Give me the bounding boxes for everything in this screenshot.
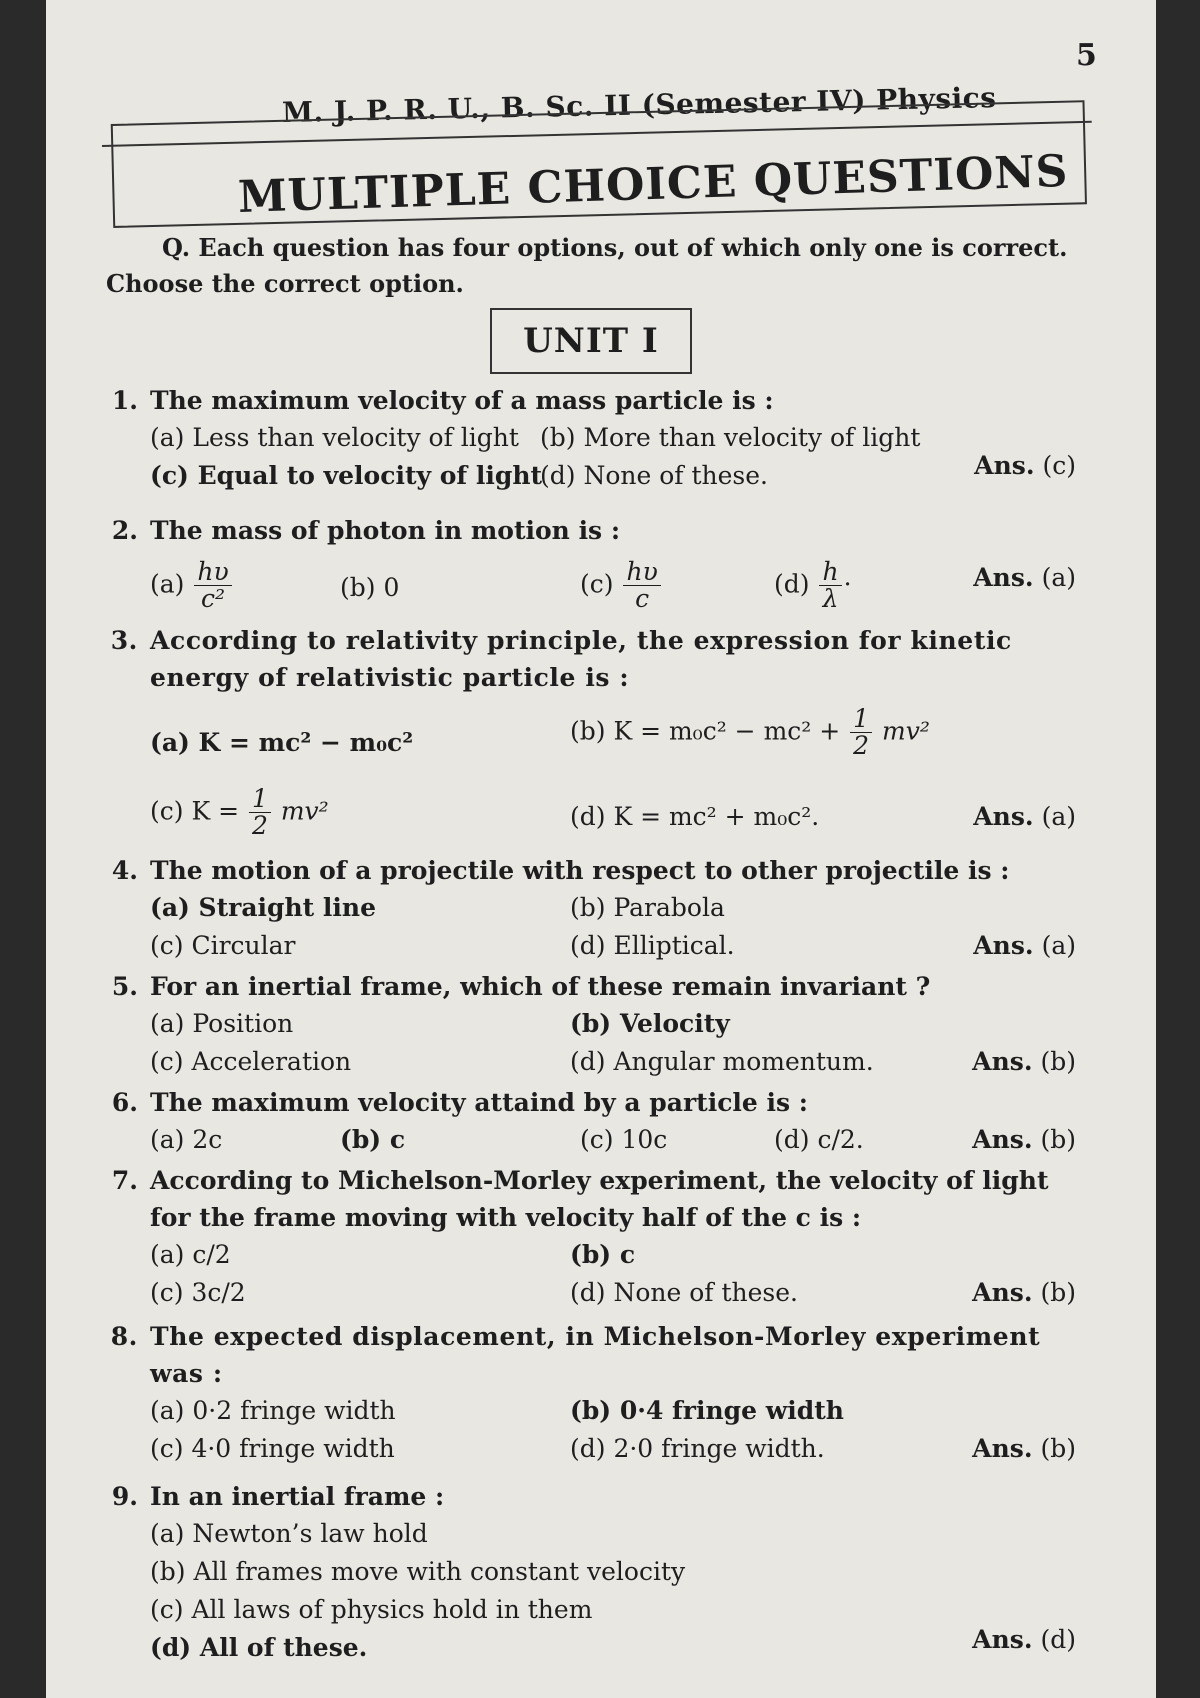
option-a: (a) Less than velocity of light <box>150 423 519 452</box>
question-number: 1. <box>111 386 138 415</box>
question-number: 6. <box>111 1088 138 1117</box>
answer-label: Ans. <box>972 1434 1033 1463</box>
option-b: (b) c <box>340 1125 406 1154</box>
answer-value: (a) <box>1041 931 1076 960</box>
question-text: For an inertial frame, which of these remain invariant ? <box>150 972 931 1001</box>
question-2 <box>94 512 1094 625</box>
answer-label: Ans. <box>973 931 1034 960</box>
option-c: (c) Equal to velocity of light <box>150 461 543 490</box>
option-a: (a) c/2 <box>150 1240 231 1269</box>
running-header: M. J. P. R. U., B. Sc. II (Semester IV) Physics <box>281 81 997 129</box>
option-d: (d) 2·0 fringe width. <box>570 1434 825 1463</box>
option-c: (c) All laws of physics hold in them <box>150 1595 593 1624</box>
question-8 <box>94 1318 1094 1468</box>
question-number: 8. <box>110 1322 138 1351</box>
fraction: $\frac{1}{2}$ <box>850 706 872 760</box>
answer <box>972 1274 1076 1312</box>
option-a: (a) Newton’s law hold <box>150 1519 428 1548</box>
question-text: In an inertial frame : <box>150 1482 445 1511</box>
question-text: The motion of a projectile with respect to other projectile is : <box>150 856 1010 885</box>
option-c: (c) 3c/2 <box>150 1278 246 1307</box>
option-d: (d) c/2. <box>774 1125 864 1154</box>
option-b: (b) K = m₀c² − mc² + $\frac{1}{2}$ mv² <box>570 704 930 761</box>
answer-value: (c) <box>1042 451 1076 480</box>
instructions-line-1: Q. Each question has four options, out of which only one is correct. <box>162 233 1068 262</box>
question-text: The mass of photon in motion is : <box>150 516 621 545</box>
option-c: (c) K = $\frac{1}{2}$ mv² <box>150 784 329 841</box>
option-a: (a) Position <box>150 1009 294 1038</box>
option-b: (b) More than velocity of light <box>540 423 921 452</box>
question-1 <box>94 382 1094 495</box>
question-6 <box>94 1084 1094 1159</box>
option-c: (c) 4·0 fringe width <box>150 1434 395 1463</box>
question-4 <box>94 852 1094 965</box>
answer <box>972 1621 1076 1659</box>
question-3 <box>94 622 1094 866</box>
option-b: (b) 0 <box>340 573 400 602</box>
answer-value: (a) <box>1041 802 1076 831</box>
answer-label: Ans. <box>972 1125 1033 1154</box>
page-number: 5 <box>1076 38 1097 73</box>
question-text: The expected displacement, in Michelson-Morley experiment was : <box>150 1322 1041 1388</box>
question-number: 3. <box>110 626 138 655</box>
option-d: (d) All of these. <box>150 1633 368 1662</box>
option-c: (c) 10c <box>580 1125 668 1154</box>
answer-label: Ans. <box>972 1278 1033 1307</box>
answer <box>973 559 1076 597</box>
option-d: (d) None of these. <box>540 461 768 490</box>
option-c: (c) Circular <box>150 931 296 960</box>
answer <box>972 1430 1076 1468</box>
answer <box>972 1043 1076 1081</box>
question-5 <box>94 968 1094 1081</box>
question-text: The maximum velocity attaind by a particle is : <box>150 1088 809 1117</box>
option-d: (d) K = mc² + m₀c². <box>570 802 820 831</box>
option-a: (a) 2c <box>150 1125 223 1154</box>
answer-value: (b) <box>1040 1434 1076 1463</box>
option-a: (a) 0·2 fringe width <box>150 1396 396 1425</box>
fraction: $\frac{h}{\lambda}$ <box>819 559 841 613</box>
fraction: $\frac{h\upsilon}{c}$ <box>623 559 660 613</box>
question-number: 5. <box>111 972 138 1001</box>
question-7 <box>94 1162 1094 1312</box>
option-d: (d) $\frac{h}{\lambda}$ · <box>774 557 852 614</box>
answer-label: Ans. <box>973 563 1034 592</box>
option-b: (b) Velocity <box>570 1009 730 1038</box>
question-number: 9. <box>111 1482 138 1511</box>
option-a: (a) $\frac{h\upsilon}{\text{c²}}$ <box>150 559 234 613</box>
question-number: 7. <box>111 1166 138 1195</box>
option-b: (b) c <box>570 1240 636 1269</box>
answer-label: Ans. <box>972 1625 1033 1654</box>
option-d: (d) Elliptical. <box>570 931 735 960</box>
answer-label: Ans. <box>973 802 1034 831</box>
question-9 <box>94 1478 1094 1667</box>
answer-value: (a) <box>1041 563 1076 592</box>
option-b: (b) All frames move with constant velocity <box>150 1557 686 1586</box>
option-b: (b) 0·4 fringe width <box>570 1396 844 1425</box>
fraction: $\frac{h\upsilon}{\text{c²}}$ <box>194 559 231 613</box>
question-number: 2. <box>111 516 138 545</box>
answer-label: Ans. <box>972 1047 1033 1076</box>
answer-value: (b) <box>1040 1125 1076 1154</box>
answer <box>973 927 1076 965</box>
question-text: The maximum velocity of a mass particle is : <box>150 386 774 415</box>
answer <box>974 447 1076 485</box>
option-d: (d) Angular momentum. <box>570 1047 874 1076</box>
option-d: (d) None of these. <box>570 1278 798 1307</box>
instructions <box>106 230 1096 302</box>
answer-value: (b) <box>1040 1047 1076 1076</box>
option-a: (a) K = mc² − m₀c² <box>150 728 414 757</box>
fraction: $\frac{1}{2}$ <box>249 786 271 840</box>
question-text: According to relativity principle, the expression for kinetic energy of relativistic particle is : <box>150 626 1012 692</box>
option-c: (c) Acceleration <box>150 1047 352 1076</box>
page-title: MULTIPLE CHOICE QUESTIONS <box>237 145 1070 223</box>
answer <box>972 1121 1076 1159</box>
instructions-line-2: Choose the correct option. <box>106 269 464 298</box>
option-a: (a) Straight line <box>150 893 377 922</box>
unit-heading: UNIT I <box>490 308 692 374</box>
question-number: 4. <box>111 856 138 885</box>
answer-label: Ans. <box>974 451 1035 480</box>
option-b: (b) Parabola <box>570 893 725 922</box>
answer <box>973 798 1076 836</box>
question-text: According to Michelson-Morley experiment, the velocity of light for the frame moving with velocity half of the c is : <box>150 1166 1049 1232</box>
option-c: (c) $\frac{h\upsilon}{c}$ <box>580 559 663 613</box>
book-page <box>46 0 1156 1698</box>
answer-value: (b) <box>1040 1278 1076 1307</box>
answer-value: (d) <box>1040 1625 1076 1654</box>
